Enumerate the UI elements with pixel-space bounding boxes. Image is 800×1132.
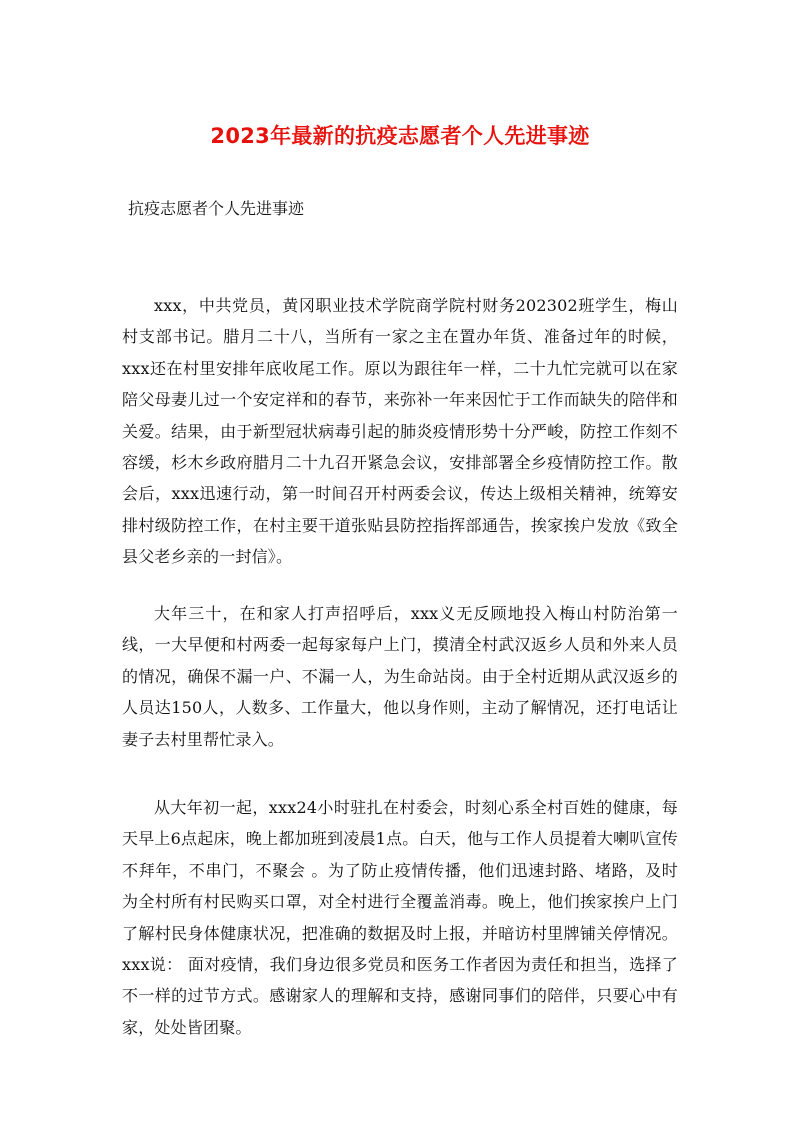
- body-paragraph: 大年三十，在和家人打声招呼后，xxx义无反顾地投入梅山村防治第一线，一大早便和村两委一起每家每户上门，摸清全村武汉返乡人员和外来人员的情况，确保不漏一户、不漏一人，为生命站岗。由于全村近期从武汉返乡的人员达150人，人数多、工作量大，他以身作则，主动了解情况，还打电话让妻子去村里帮忙录入。: [122, 604, 678, 749]
- body-paragraph: xxx，中共党员，黄冈职业技术学院商学院村财务202302班学生，梅山村支部书记。腊月二十八，当所有一家之主在置办年货、准备过年的时候，xxx还在村里安排年底收尾工作。原以为跟往年一样，二十九忙完就可以在家陪父母妻儿过一个安定祥和的春节，来弥补一年来因忙于工作而缺失的陪伴和关爱。结果，由于新型冠状病毒引起的肺炎疫情形势十分严峻，防控工作刻不容缓，杉木乡政府腊月二十九召开紧急会议，安排部署全乡疫情防控工作。散会后，xxx迅速行动，第一时间召开村两委会议，传达上级相关精神，统筹安排村级防控工作，在村主要干道张贴县防控指挥部通告，挨家挨户发放《致全县父老乡亲的一封信》。: [122, 296, 678, 567]
- document-subtitle: 抗疫志愿者个人先进事迹: [128, 199, 305, 218]
- document-title: 2023年最新的抗疫志愿者个人先进事迹: [210, 124, 590, 148]
- body-paragraph: 从大年初一起，xxx24小时驻扎在村委会，时刻心系全村百姓的健康，每天早上6点起床，晚上都加班到凌晨1点。白天，他与工作人员提着大喇叭宣传不拜年，不串门，不聚会 。为了防止疫情传播，他们迅速封路、堵路，及时为全村所有村民购买口罩，对全村进行全覆盖消毒。晚上，他们挨家挨户上门了解村民身体健康状况，把准确的数据及时上报，并暗访村里牌铺关停情况。xxx说： 面对疫情，我们身边很多党员和医务工作者因为责任和担当，选择了不一样的过节方式。感谢家人的理解和支持，感谢同事们的陪伴，只要心中有家，处处皆团聚。: [122, 798, 678, 1037]
